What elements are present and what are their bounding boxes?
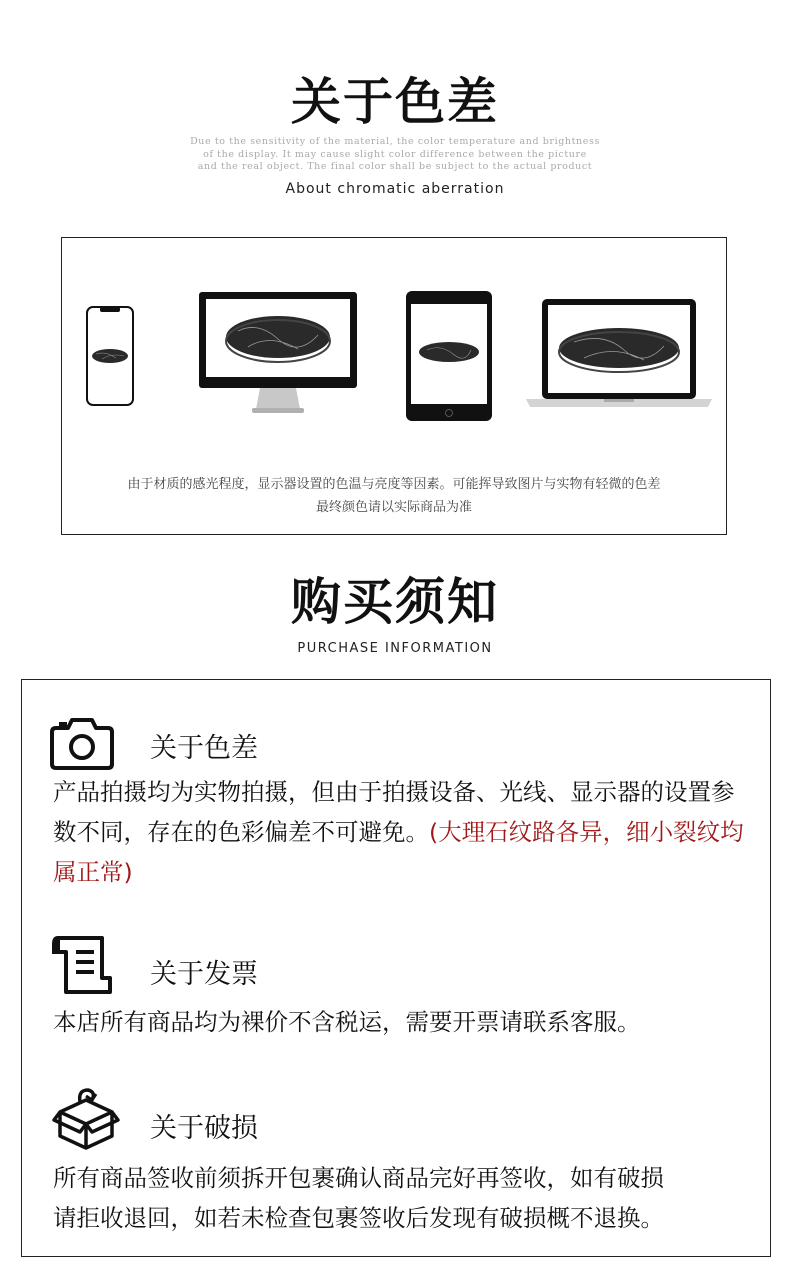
disclaimer-text xyxy=(140,136,650,174)
invoice-heading: 关于发票 xyxy=(150,959,258,990)
package-icon xyxy=(52,1086,120,1152)
tablet-icon xyxy=(405,290,493,422)
camera-icon xyxy=(50,714,114,770)
disclaimer-line: Due to the sensitivity of the material, the color temperature and brightness xyxy=(190,136,600,147)
purchase-information-subtitle: PURCHASE INFORMATION xyxy=(297,641,493,656)
damage-paragraph xyxy=(53,1158,753,1238)
damage-text: 所有商品签收前须拆开包裹确认商品完好再签收，如有破损 xyxy=(53,1164,664,1192)
receipt-icon xyxy=(52,934,114,996)
color-difference-heading: 关于色差 xyxy=(150,733,258,764)
phone-icon xyxy=(86,306,134,406)
disclaimer-line: of the display. It may cause slight color difference between the picture xyxy=(203,148,587,160)
color-difference-text: 产品拍摄均为实物拍摄，但由于拍摄设备、光线、显示器的设置参数不同，存在的色彩偏差不可避免。 xyxy=(53,778,735,846)
invoice-text: 本店所有商品均为裸价不含税运，需要开票请联系客服。 xyxy=(53,1008,641,1036)
monitor-icon xyxy=(198,291,358,416)
color-difference-paragraph xyxy=(53,772,753,892)
marble-note: (大理石纹路各异，细小裂纹均属正常) xyxy=(53,818,744,886)
purchase-notice-title: 购买须知 xyxy=(291,573,499,631)
color-caption: 由于材质的感光程度，显示器设置的色温与亮度等因素。可能挥导致图片与实物有轻微的色差 xyxy=(127,477,661,492)
laptop-icon xyxy=(524,298,714,410)
color-difference-title: 关于色差 xyxy=(291,73,499,131)
color-caption-final: 最终颜色请以实际商品为准 xyxy=(315,500,472,515)
damage-heading: 关于破损 xyxy=(150,1113,258,1144)
disclaimer-line: and the real object. The final color shall be subject to the actual product xyxy=(197,161,593,172)
damage-text: 请拒收退回，如若未检查包裹签收后发现有破损概不退换。 xyxy=(53,1204,664,1232)
chromatic-aberration-subtitle: About chromatic aberration xyxy=(285,181,505,197)
